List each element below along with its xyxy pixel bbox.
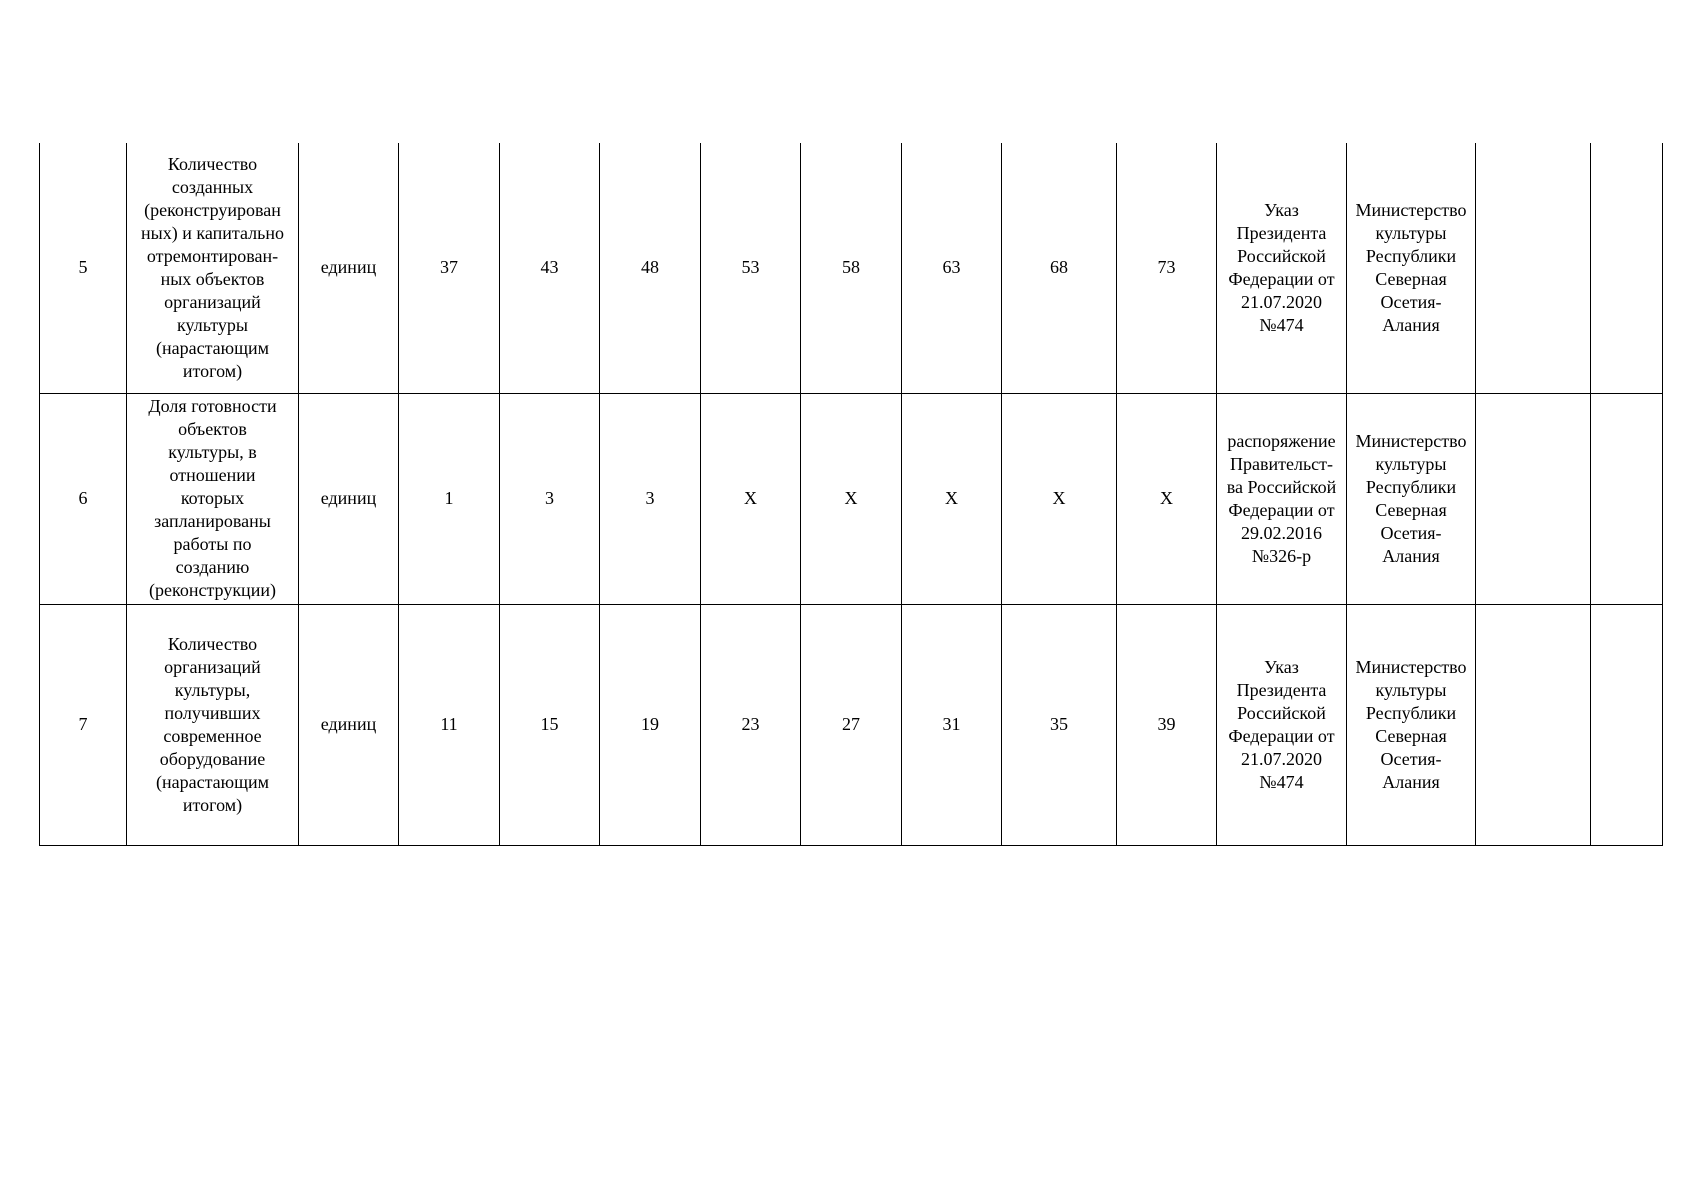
unit-cell: единиц (299, 393, 399, 604)
value-cell: 39 (1117, 604, 1217, 845)
legal-basis-cell: Указ Президента Российской Федерации от 21.07.2020 №474 (1217, 143, 1347, 393)
responsible-executor-cell: Министерство культуры Республики Северная Осетия- Алания (1347, 604, 1476, 845)
indicator-name-cell: Количество организаций культуры, получивших современное оборудование (нарастающим итогом) (127, 604, 299, 845)
empty-cell (1476, 393, 1591, 604)
value-cell: 15 (500, 604, 600, 845)
value-cell: X (1002, 393, 1117, 604)
legal-basis-cell: распоряжение Правительст- ва Российской Федерации от 29.02.2016 №326-р (1217, 393, 1347, 604)
value-cell: 19 (600, 604, 701, 845)
indicator-name-cell: Количество созданных (реконструирован ных) и капитально отремонтирован- ных объектов организаций культуры (нарастающим итогом) (127, 143, 299, 393)
unit-cell: единиц (299, 143, 399, 393)
value-cell: 1 (399, 393, 500, 604)
indicators-table (39, 143, 1663, 846)
table-row (40, 143, 1663, 393)
value-cell: 43 (500, 143, 600, 393)
value-cell: 48 (600, 143, 701, 393)
value-cell: 53 (701, 143, 801, 393)
row-number-cell: 7 (40, 604, 127, 845)
value-cell: X (701, 393, 801, 604)
empty-cell (1591, 393, 1663, 604)
responsible-executor-cell: Министерство культуры Республики Северная Осетия- Алания (1347, 143, 1476, 393)
responsible-executor-cell: Министерство культуры Республики Северная Осетия- Алания (1347, 393, 1476, 604)
value-cell: 73 (1117, 143, 1217, 393)
empty-cell (1476, 604, 1591, 845)
value-cell: X (1117, 393, 1217, 604)
table-row (40, 604, 1663, 845)
table-row (40, 393, 1663, 604)
unit-cell: единиц (299, 604, 399, 845)
value-cell: 68 (1002, 143, 1117, 393)
value-cell: 31 (902, 604, 1002, 845)
legal-basis-cell: Указ Президента Российской Федерации от 21.07.2020 №474 (1217, 604, 1347, 845)
empty-cell (1591, 604, 1663, 845)
value-cell: 23 (701, 604, 801, 845)
row-number-cell: 6 (40, 393, 127, 604)
value-cell: 35 (1002, 604, 1117, 845)
value-cell: 3 (600, 393, 701, 604)
value-cell: X (902, 393, 1002, 604)
value-cell: 27 (801, 604, 902, 845)
value-cell: 37 (399, 143, 500, 393)
empty-cell (1591, 143, 1663, 393)
value-cell: 58 (801, 143, 902, 393)
value-cell: X (801, 393, 902, 604)
row-number-cell: 5 (40, 143, 127, 393)
value-cell: 3 (500, 393, 600, 604)
indicator-name-cell: Доля готовности объектов культуры, в отношении которых запланированы работы по созданию (реконструкции) (127, 393, 299, 604)
value-cell: 11 (399, 604, 500, 845)
value-cell: 63 (902, 143, 1002, 393)
empty-cell (1476, 143, 1591, 393)
